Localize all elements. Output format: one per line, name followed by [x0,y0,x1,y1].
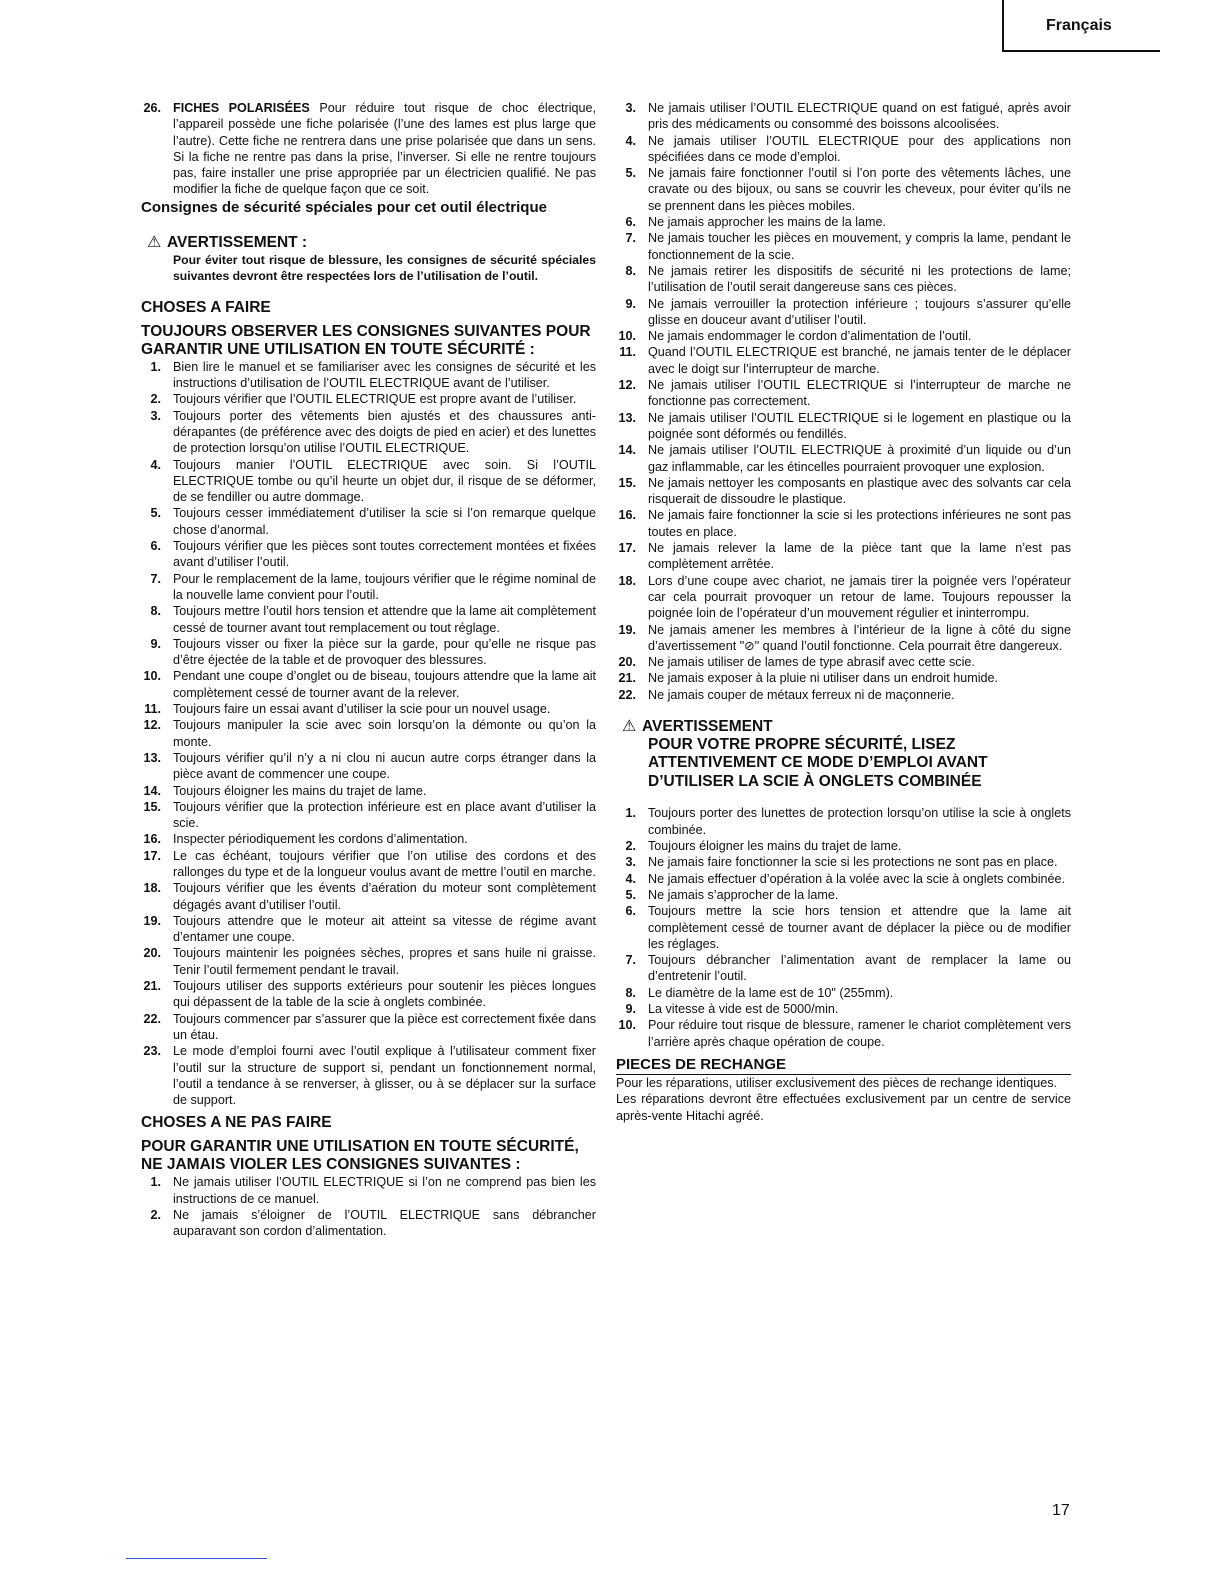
warning-title [147,233,596,252]
item-number: 8. [625,985,636,1000]
list-item [141,408,596,457]
dont-subheading: POUR GARANTIR UNE UTILISATION EN TOUTE SÉCURITÉ, NE JAMAIS VIOLER LES CONSIGNES SUIVANTES : [141,1138,579,1174]
item-text: Ne jamais amener les membres à l’intérieur de la ligne à côté du signe d’avertissement "⊘" quand l’outil fonctionne. Cela pourrait être dangereux. [648,622,1071,653]
list-item [616,263,1071,296]
item-text: Ne jamais faire fonctionner la scie si les protections ne sont pas en place. [648,855,1058,870]
list-item [141,783,596,799]
list-item [616,903,1071,952]
spare-parts-heading: PIECES DE RECHANGE [616,1056,1071,1075]
list-item [616,687,1071,703]
item-text: Toujours mettre la scie hors tension et attendre que la lame ait complètement cessé de tourner avant de déplacer la pièce ou de modifier les réglages. [648,904,1071,951]
list-item [141,1207,596,1240]
item-text: Ne jamais retirer les dispositifs de sécurité ni les protections de lame; l’utilisation de l’outil serait dangereuse sans ces pièces. [648,263,1071,295]
item-text: Ne jamais verrouiller la protection inférieure ; toujours s’assurer qu’elle glisse en douceur avant d’utiliser l’outil. [648,296,1071,327]
item-number: 2. [150,392,161,407]
item-number: 10. [618,329,636,344]
list-item [616,871,1071,887]
item-text: Toujours vérifier que la protection inférieure est en place avant d’utiliser la scie. [173,799,596,831]
item-text: Toujours éloigner les mains du trajet de lame. [648,839,902,854]
warning-title-text: AVERTISSEMENT : [167,233,308,251]
item-number: 13. [618,410,636,425]
list-item [616,507,1071,540]
left-column [141,100,596,1240]
list-item [616,100,1071,133]
item-number: 22. [143,1011,161,1026]
item-number: 2. [150,1208,161,1223]
list-item [616,654,1071,670]
item-text: Ne jamais utiliser l’OUTIL ELECTRIQUE à proximité d’un liquide ou d’un gaz inflammable, car les étincelles pourraient provoquer une explosion. [648,443,1071,474]
list-item [141,750,596,783]
special-safety-heading: Consignes de sécurité spéciales pour cet outil électrique [141,198,547,216]
item-text: Ne jamais faire fonctionner l’outil si l’on porte des vêtements lâches, une cravate ou des bijoux, ou sans se couvrir les cheveux, pour éviter qu’ils ne se prennent dans les pièces mobiles. [648,166,1071,213]
list-item [141,538,596,571]
item-text: Toujours faire un essai avant d’utiliser la scie pour un nouvel usage. [173,702,551,717]
list-item [616,165,1071,214]
list-item [141,717,596,750]
list-item [616,410,1071,443]
warning-2-body: POUR VOTRE PROPRE SÉCURITÉ, LISEZ ATTENTIVEMENT CE MODE D’EMPLOI AVANT D’UTILISER LA SCIE À ONGLETS COMBINÉE [648,735,988,790]
item-number: 5. [625,887,636,902]
item-number: 6. [625,904,636,919]
list-item [616,540,1071,573]
item-number: 4. [625,133,636,148]
item-number: 15. [618,475,636,490]
list-item [616,805,1071,838]
item-text: Ne jamais toucher les pièces en mouvement, y compris la lame, pendant le fonctionnement de la scie. [648,231,1071,262]
warning-body: Pour éviter tout risque de blessure, les consignes de sécurité spéciales suivantes devront être respectées lors de l’utilisation de l’outil. [173,252,596,284]
warning-triangle-icon: ⚠ [147,233,162,251]
item-text: Toujours débrancher l’alimentation avant de remplacer la lame ou d’entretenir l’outil. [648,953,1071,984]
item-number: 12. [143,718,161,733]
item-number: 9. [625,296,636,311]
item-number: 4. [625,871,636,886]
item-number: 1. [150,1175,161,1190]
spare-parts-paragraph-1: Pour les réparations, utiliser exclusivement des pièces de rechange identiques. [616,1075,1058,1090]
item-text: Ne jamais utiliser l’OUTIL ELECTRIQUE si l’interrupteur de marche ne fonctionne pas correctement. [648,378,1071,409]
item-number: 9. [625,1002,636,1017]
item-number: 3. [625,101,636,115]
list-item [616,622,1071,655]
list-item [141,1043,596,1108]
item-number: 13. [143,750,161,765]
item-number: 23. [143,1044,161,1059]
item-number: 16. [143,832,161,847]
item-text: Toujours attendre que le moteur ait atteint sa vitesse de régime avant d’entamer une coupe. [173,913,596,945]
item-number: 20. [143,946,161,961]
list-item [616,952,1071,985]
item-number: 11. [144,702,161,717]
item-text: Ne jamais s’approcher de la lame. [648,887,839,902]
list-item [616,573,1071,622]
item-number: 20. [618,655,636,670]
list-item [616,670,1071,686]
list-item [141,831,596,847]
item-number: 7. [150,571,161,586]
item-text: Ne jamais exposer à la pluie ni utiliser dans un endroit humide. [648,671,999,686]
do-subheading: TOUJOURS OBSERVER LES CONSIGNES SUIVANTES POUR GARANTIR UNE UTILISATION EN TOUTE SÉCURITÉ : [141,322,591,358]
list-item [141,978,596,1011]
item-number: 8. [625,263,636,278]
language-label: Français [1046,17,1112,34]
page-number: 17 [1052,1502,1070,1519]
list-item [141,391,596,407]
item-text: Ne jamais endommager le cordon d’alimentation de l’outil. [648,329,972,344]
list-item [141,1174,596,1207]
item-number: 1. [625,806,636,821]
item-text: Toujours vérifier qu’il n’y a ni clou ni aucun autre corps étranger dans la pièce avant de commencer une coupe. [173,750,596,782]
language-tab [1002,0,1160,52]
item-text: Toujours maintenir les poignées sèches, propres et sans huile ni graisse. Tenir l’outil fermement pendant le travail. [173,946,596,977]
item-number: 15. [143,799,161,814]
list-item [616,838,1071,854]
item-text: Toujours porter des vêtements bien ajustés et des chaussures anti-dérapantes (de préférence avec des doigts de pied en acier) et des lunettes de protection lorsqu’on utilise l’OUTIL ELECTRIQUE. [173,408,596,456]
dont-heading: CHOSES A NE PAS FAIRE [141,1114,332,1132]
item-text: Ne jamais utiliser de lames de type abrasif avec cette scie. [648,655,975,670]
item-number: 19. [143,913,161,928]
item-number: 7. [625,953,636,968]
item-number: 11. [619,345,636,360]
warning-2-title-text: AVERTISSEMENT [642,717,773,735]
item-text: Toujours porter des lunettes de protection lorsqu’on utilise la scie à onglets combinée. [648,806,1071,837]
list-item [616,1001,1071,1017]
item-number: 6. [625,215,636,230]
warning-triangle-icon: ⚠ [622,717,637,735]
list-item [141,1011,596,1044]
item-label: FICHES POLARISÉES [173,101,310,115]
item-number: 21. [143,979,161,994]
item-text: Bien lire le manuel et se familiariser avec les consignes de sécurité et les instructions d’utilisation de l’OUTIL ELECTRIQUE avant de l’utiliser. [173,359,596,391]
item-number: 19. [618,622,636,637]
item-number: 10. [618,1018,636,1033]
item-text: Toujours commencer par s’assurer que la pièce est correctement fixée dans un étau. [173,1011,596,1042]
item-number: 7. [625,231,636,246]
item-number: 5. [625,166,636,181]
list-item [141,701,596,717]
item-number: 22. [618,687,636,702]
list-item [141,457,596,506]
item-text: Ne jamais utiliser l’OUTIL ELECTRIQUE si l’on ne comprend pas bien les instructions de ce manuel. [173,1175,596,1206]
item-text: Ne jamais utiliser l’OUTIL ELECTRIQUE quand on est fatigué, après avoir pris des médicaments ou consommé des boissons alcoolisées. [648,101,1071,132]
item-text: Toujours utiliser des supports extérieurs pour soutenir les pièces longues qui dépassent de la table de la scie à onglets combinée. [173,979,596,1010]
item-number: 5. [150,506,161,521]
list-item [141,100,596,198]
item-text: Toujours vérifier que les évents d’aération du moteur sont complètement dégagés avant d’utiliser l’outil. [173,881,596,912]
list-item [616,887,1071,903]
item-number: 10. [143,669,161,684]
item-number: 14. [618,443,636,458]
item-text: Inspecter périodiquement les cordons d’alimentation. [173,832,468,847]
item-text: Toujours vérifier que l’OUTIL ELECTRIQUE est propre avant de l’utiliser. [173,392,577,407]
list-item [616,475,1071,508]
item-text: Ne jamais utiliser l’OUTIL ELECTRIQUE pour des applications non spécifiées dans ce mode d’emploi. [648,133,1071,164]
list-item [616,133,1071,166]
dont-list [141,1174,596,1239]
item-text: Ne jamais faire fonctionner la scie si les protections inférieures ne sont pas toutes en place. [648,508,1071,539]
list-item [616,1017,1071,1050]
item-text: Lors d’une coupe avec chariot, ne jamais tirer la poignée vers l’opérateur car cela pourrait provoquer un retour de lame. Toujours repousser la poignée loin de l’opérateur d’un mouvement régulier et ininterrompu. [648,573,1071,621]
list-item [141,668,596,701]
item-text: Pendant une coupe d’onglet ou de biseau, toujours attendre que la lame ait complètement cessé de tourner avant de la relever. [173,669,596,700]
list-item [616,214,1071,230]
list-item [141,603,596,636]
item-text: Ne jamais s’éloigner de l’OUTIL ELECTRIQUE sans débrancher auparavant son cordon d’alimentation. [173,1208,596,1239]
list-item [141,636,596,669]
do-heading: CHOSES A FAIRE [141,298,271,316]
spare-parts-paragraph-2: Les réparations devront être effectuées exclusivement par un centre de service après-vente Hitachi agréé. [616,1092,1071,1123]
item-number: 16. [618,508,636,523]
item-number: 6. [150,539,161,554]
list-item [616,442,1071,475]
warning-box [141,233,596,285]
list-item [141,571,596,604]
item-text: Ne jamais nettoyer les composants en plastique avec des solvants car cela risquerait de dissoudre le plastique. [648,475,1071,507]
item-text: Le diamètre de la lame est de 10" (255mm). [648,985,894,1000]
item-text: Quand l’OUTIL ELECTRIQUE est branché, ne jamais tenter de le déplacer avec le doigt sur l’interrupteur de marche. [648,345,1071,376]
item-text: Toujours vérifier que les pièces sont toutes correctement montées et fixées avant d’utiliser l’outil. [173,539,596,570]
item-number: 26. [143,101,161,115]
warning-2-title [616,717,1071,736]
item-number: 3. [150,408,161,423]
item-text: Toujours éloigner les mains du trajet de lame. [173,783,427,798]
safety-list [616,805,1071,1049]
list-item [616,854,1071,870]
item-text: Pour réduire tout risque de blessure, ramener le chariot complètement vers l’arrière après chaque opération de coupe. [648,1018,1071,1049]
item-number: 18. [143,881,161,896]
list-item [616,344,1071,377]
item-text: Ne jamais relever la lame de la pièce tant que la lame n’est pas complètement arrêtée. [648,541,1071,572]
list-item [616,985,1071,1001]
list-item [141,880,596,913]
item-number: 18. [618,573,636,588]
item-number: 8. [150,604,161,619]
item-number: 1. [150,359,161,374]
list-item [616,296,1071,329]
item-number: 4. [150,457,161,472]
item-number: 14. [143,783,161,798]
item-number: 3. [625,855,636,870]
item-text: Toujours visser ou fixer la pièce sur la garde, pour qu’elle ne risque pas d’être éjectée de la table et de provoquer des blessures. [173,636,596,668]
item-26-list [141,100,596,198]
item-number: 12. [618,378,636,393]
item-text: Toujours cesser immédiatement d’utiliser la scie si l’on remarque quelque chose d’anormal. [173,506,596,537]
item-text: Ne jamais couper de métaux ferreux ni de maçonnerie. [648,687,955,702]
item-text: Le mode d’emploi fourni avec l’outil explique à l’utilisateur comment fixer l’outil sur la structure de support si, pendant un fonctionnement normal, l’outil a tendance à se renverser, à glisser, ou à se déplacer sur la surface de support. [173,1044,596,1108]
item-text: Ne jamais approcher les mains de la lame. [648,215,886,230]
list-item [141,505,596,538]
list-item [141,359,596,392]
item-text: Toujours mettre l’outil hors tension et attendre que la lame ait complètement cessé de tourner avant tout remplacement ou tout réglage. [173,604,596,635]
item-text: Toujours manipuler la scie avec soin lorsqu’on la démonte ou qu’on la monte. [173,718,596,749]
dont-list-continued [616,100,1071,703]
list-item [141,945,596,978]
list-item [141,799,596,832]
item-number: 9. [150,636,161,651]
item-text: Ne jamais utiliser l’OUTIL ELECTRIQUE si le logement en plastique ou la poignée sont déformés ou fendillés. [648,410,1071,441]
item-number: 2. [625,839,636,854]
footer-rule [126,1558,267,1559]
item-number: 17. [618,541,636,556]
list-item [141,913,596,946]
item-text: Ne jamais effectuer d’opération à la volée avec la scie à onglets combinée. [648,871,1066,886]
item-number: 17. [143,848,161,863]
item-number: 21. [618,671,636,686]
item-text: Le cas échéant, toujours vérifier que l’on utilise des cordons et des rallonges du type et de la longueur voulus avant de mettre l’outil en marche. [173,848,596,879]
list-item [616,230,1071,263]
do-list [141,359,596,1109]
item-text: La vitesse à vide est de 5000/min. [648,1002,839,1017]
item-text: Pour le remplacement de la lame, toujours vérifier que le régime nominal de la nouvelle lame convient pour l’outil. [173,571,596,602]
list-item [616,377,1071,410]
list-item [141,848,596,881]
item-text: Pour réduire tout risque de choc électrique, l’appareil possède une fiche polarisée (l’une des lames est plus large que l’autre). Cette fiche ne rentrera dans une prise polarisée que dans un sens. Si la fiche ne rentre pas dans la prise, l’inverser. Si elle ne rentre toujours pas, faire installer une prise appropriée par un électricien qualifié. Ne pas modifier la fiche de quelque façon que ce soit. [173,101,596,197]
list-item [616,328,1071,344]
right-column [616,100,1071,1124]
item-text: Toujours manier l’OUTIL ELECTRIQUE avec soin. Si l’OUTIL ELECTRIQUE tombe ou qu’il heurte un objet dur, il risque de se déformer, de se fendiller ou autre dommage. [173,457,596,505]
